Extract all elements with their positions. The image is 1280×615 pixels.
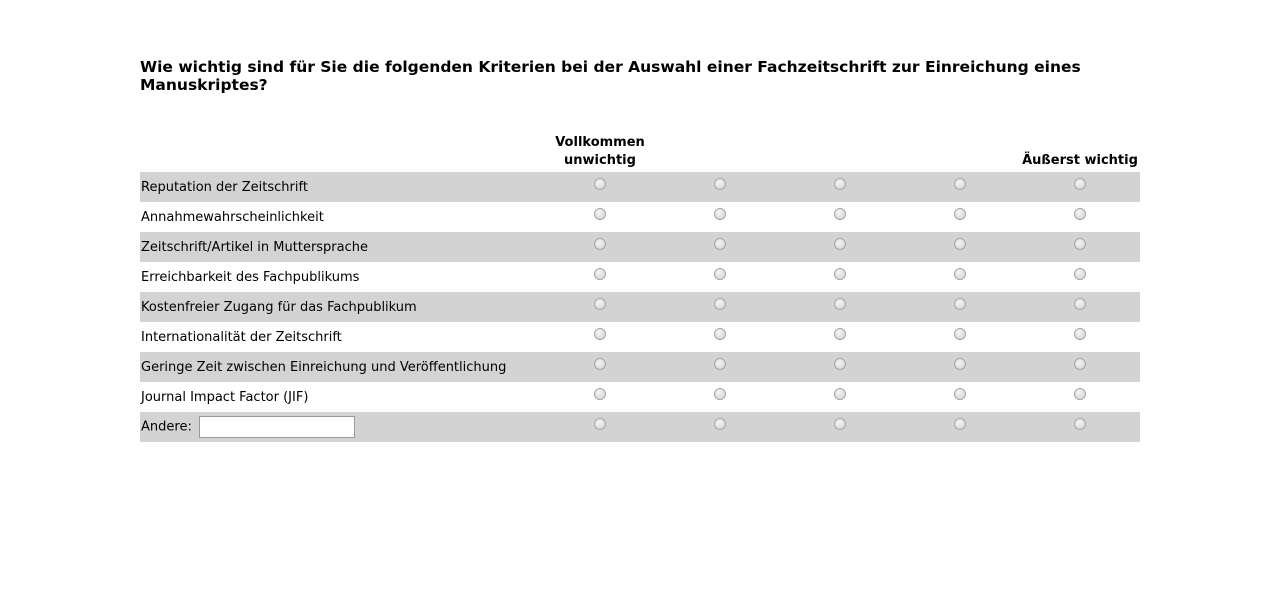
row-label: Zeitschrift/Artikel in Muttersprache — [140, 232, 540, 262]
scale-label-5: Äußerst wichtig — [1022, 153, 1138, 168]
rating-radio[interactable] — [1074, 388, 1086, 400]
row-label: Internationalität der Zeitschrift — [141, 329, 342, 345]
rating-radio[interactable] — [954, 388, 966, 400]
other-cell — [140, 412, 540, 442]
other-label: Andere: — [141, 419, 192, 435]
rating-radio[interactable] — [714, 178, 726, 190]
scale-label-4 — [900, 134, 1020, 172]
rating-radio[interactable] — [954, 328, 966, 340]
rating-radio[interactable] — [594, 358, 606, 370]
matrix-row — [140, 382, 1140, 412]
row-label: Geringe Zeit zwischen Einreichung und Veröffentlichung — [140, 352, 540, 382]
rating-radio[interactable] — [714, 388, 726, 400]
row-label: Reputation der Zeitschrift — [140, 172, 540, 202]
rating-radio[interactable] — [834, 268, 846, 280]
rating-radio[interactable] — [834, 388, 846, 400]
rating-radio[interactable] — [714, 358, 726, 370]
rating-radio[interactable] — [834, 358, 846, 370]
matrix-row — [140, 352, 1140, 382]
rating-radio[interactable] — [954, 268, 966, 280]
rating-radio[interactable] — [1074, 418, 1086, 430]
rating-radio[interactable] — [834, 178, 846, 190]
matrix-row — [140, 322, 1140, 352]
rating-radio[interactable] — [834, 328, 846, 340]
rating-radio[interactable] — [594, 328, 606, 340]
rating-radio[interactable] — [954, 418, 966, 430]
rating-radio[interactable] — [714, 238, 726, 250]
scale-header-row — [140, 134, 1140, 172]
scale-label-1: Vollkommen unwichtig — [555, 135, 645, 168]
matrix-row — [140, 292, 1140, 322]
question-title: Wie wichtig sind für Sie die folgenden Kriterien bei der Auswahl einer Fachzeitschrift zur Einreichung eines Manuskriptes? — [140, 58, 1081, 94]
rating-radio[interactable] — [714, 268, 726, 280]
scale-label-3 — [780, 134, 900, 172]
rating-matrix — [140, 134, 1140, 442]
rating-radio[interactable] — [954, 298, 966, 310]
rating-radio[interactable] — [1074, 268, 1086, 280]
rating-radio[interactable] — [594, 268, 606, 280]
row-label: Erreichbarkeit des Fachpublikums — [141, 269, 360, 285]
rating-radio[interactable] — [714, 208, 726, 220]
rating-radio[interactable] — [1074, 298, 1086, 310]
matrix-row — [140, 172, 1140, 202]
rating-radio[interactable] — [834, 238, 846, 250]
rating-radio[interactable] — [954, 358, 966, 370]
rating-radio[interactable] — [594, 178, 606, 190]
rating-radio[interactable] — [1074, 208, 1086, 220]
matrix-row-other — [140, 412, 1140, 442]
matrix-row — [140, 262, 1140, 292]
rating-radio[interactable] — [714, 298, 726, 310]
rating-radio[interactable] — [594, 238, 606, 250]
header-spacer — [140, 134, 540, 172]
rating-radio[interactable] — [954, 238, 966, 250]
matrix-row — [140, 232, 1140, 262]
rating-radio[interactable] — [714, 418, 726, 430]
scale-label-2 — [660, 134, 780, 172]
rating-radio[interactable] — [714, 328, 726, 340]
rating-radio[interactable] — [834, 418, 846, 430]
rating-radio[interactable] — [594, 388, 606, 400]
rating-radio[interactable] — [1074, 358, 1086, 370]
row-label: Journal Impact Factor (JIF) — [141, 389, 309, 405]
other-text-input[interactable] — [199, 416, 355, 438]
rating-radio[interactable] — [834, 298, 846, 310]
rating-radio[interactable] — [1074, 238, 1086, 250]
rating-radio[interactable] — [594, 208, 606, 220]
row-label: Kostenfreier Zugang für das Fachpublikum — [140, 292, 540, 322]
rating-radio[interactable] — [594, 418, 606, 430]
survey-question-block — [140, 58, 1140, 435]
rating-radio[interactable] — [954, 208, 966, 220]
rating-radio[interactable] — [1074, 328, 1086, 340]
matrix-row — [140, 202, 1140, 232]
rating-radio[interactable] — [1074, 178, 1086, 190]
rating-radio[interactable] — [834, 208, 846, 220]
rating-radio[interactable] — [954, 178, 966, 190]
rating-radio[interactable] — [594, 298, 606, 310]
row-label: Annahmewahrscheinlichkeit — [141, 209, 324, 225]
